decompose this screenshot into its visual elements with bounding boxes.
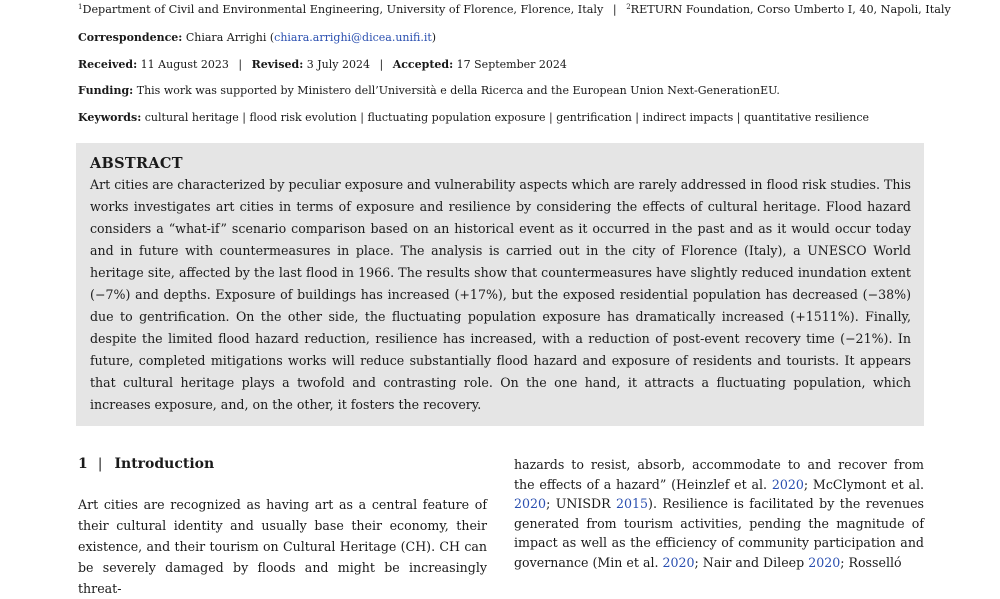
correspondence-email-link[interactable]: chiara.arrighi@dicea.unifi.it [274, 31, 432, 44]
section-number: 1 [78, 456, 88, 472]
citation-link[interactable]: 2020 [771, 476, 804, 492]
received-label: Received: [78, 58, 138, 71]
funding-label: Funding: [78, 84, 134, 97]
accepted-label: Accepted: [392, 58, 454, 71]
funding-text: This work was supported by Ministero dell’Università e della Ricerca and the European Union Next-GenerationEU. [136, 84, 780, 97]
correspondence-line: Correspondence: Chiara Arrighi (chiara.arrighi@dicea.unifi.it) [78, 31, 437, 44]
keywords-line [78, 111, 869, 125]
abstract-text: Art cities are characterized by peculiar exposure and vulnerability aspects which are rarely addressed in flood risk studies. This works investigates art cities in terms of exposure and resilience by considering the effects of cultural heritage. Flood hazard considers a “what-if” scenario comparison based on an historical event as it occurred in the past and as it would occur today and in future with countermeasures in place. The analysis is carried out in the city of Florence (Italy), a UNESCO World heritage site, affected by the last flood in 1966. The results show that countermeasures have slightly reduced inundation extent (−7%) and depths. Exposure of buildings has increased (+17%), but the exposed residential population has decreased (−38%) due to gentrification. On the other side, the fluctuating population exposure has dramatically increased (+1511%). Finally, despite the limited flood hazard reduction, resilience has increased, with a reduction of post-event recovery time (−21%). In future, completed mitigations works will reduce substantially flood hazard and exposure of residents and tourists. It appears that cultural heritage plays a twofold and contrasting role. On the one hand, it attracts a fluctuating population, which increases exposure, and, on the other, it fosters the recovery. [90, 177, 911, 412]
revised-date: 3 July 2024 [306, 58, 370, 71]
received-date: 11 August 2023 [140, 58, 229, 71]
section-title: Introduction [114, 456, 215, 472]
affiliation-2-marker: 2 [626, 3, 631, 11]
revised-label: Revised: [251, 58, 304, 71]
intro-text-segment: ). Resilience is facilitated by the revenues generated from tourism activities, pending the magnitude of impact as well as the efficiency of community participation and governance (Min et al. [514, 496, 924, 570]
abstract-title: ABSTRACT [90, 155, 183, 172]
affiliations-line [78, 0, 951, 17]
affiliation-1: Department of Civil and Environmental Engineering, University of Florence, Florence, Italy [82, 3, 604, 16]
intro-text-segment: ; McClymont et al. [803, 476, 924, 492]
accepted-date: 17 September 2024 [456, 58, 567, 71]
introduction-right-column [514, 455, 924, 573]
intro-text-segment: ; Rosselló [840, 554, 902, 570]
section-divider: | [97, 456, 103, 472]
abstract-box [76, 143, 924, 426]
citation-link[interactable]: 2020 [514, 496, 547, 512]
affiliation-divider: | [612, 3, 617, 16]
affiliation-1-marker: 1 [78, 3, 83, 11]
dates-divider: | [238, 58, 243, 71]
correspondence-name: Chiara Arrighi [185, 31, 267, 44]
section-heading-introduction [78, 456, 214, 472]
dates-line [78, 58, 567, 72]
affiliation-2: RETURN Foundation, Corso Umberto I, 40, Napoli, Italy [630, 3, 951, 16]
dates-divider: | [379, 58, 384, 71]
intro-text-segment: ; Nair and Dileep [694, 554, 809, 570]
citation-link[interactable]: 2020 [662, 554, 695, 570]
correspondence-label: Correspondence: [78, 31, 183, 44]
citation-link[interactable]: 2020 [808, 554, 841, 570]
introduction-left-column: Art cities are recognized as having art as a central feature of their cultural identity and usually base their economy, their existence, and their tourism on Cultural Heritage (CH). CH can be severely damaged by floods and might be increasingly threat- [78, 497, 487, 596]
funding-line [78, 84, 780, 98]
keywords-label: Keywords: [78, 111, 142, 124]
citation-link[interactable]: 2015 [615, 496, 649, 512]
intro-text-segment: ; UNISDR [546, 496, 616, 512]
intro-text-segment: hazards to resist, absorb, accommodate to and recover from the effects of a hazard” (Heinzlef et al. [514, 457, 924, 492]
keywords-text: cultural heritage | flood risk evolution | fluctuating population exposure | gentrification | indirect impacts | quantitative resilience [144, 111, 870, 124]
